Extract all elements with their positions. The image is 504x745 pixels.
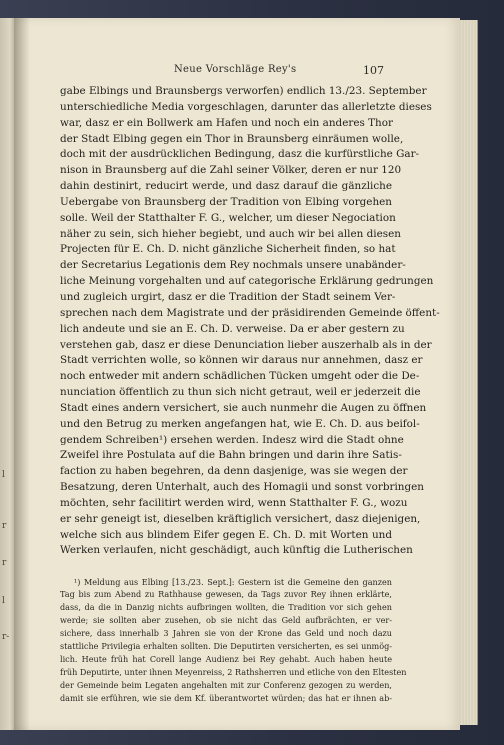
running-head-title: Neue Vorschläge Rey's <box>174 64 297 75</box>
footnote-line: dass, da die in Danzig nichts aufbringen wollten, die Tradition vor sich gehen <box>60 602 392 613</box>
text-line: der Stadt Elbing gegen ein Thor in Braunsberg einräumen wolle, <box>60 132 404 145</box>
text-line: welche sich aus blindem Eifer gegen E. Ch. D. mit Worten und <box>60 528 392 541</box>
text-line: und zugleich urgirt, dasz er die Tradition der Stadt seinem Ver- <box>60 290 396 303</box>
text-line: unterschiedliche Media vorgeschlagen, darunter das allerletzte dieses <box>60 100 432 113</box>
page-number: 107 <box>363 64 384 77</box>
previous-page-edge <box>0 18 15 730</box>
text-line: gabe Elbings und Braunsbergs verworfen) endlich 13./23. September <box>60 85 427 97</box>
text-line: war, dasz er ein Bollwerk am Hafen und noch ein anderes Thor <box>60 116 393 129</box>
footnote-line: der Gemeinde beim Legaten angehalten mit zur Conferenz gezogen zu werden, <box>60 680 392 691</box>
text-line: doch mit der ausdrücklichen Bedingung, dasz die kurfürstliche Gar- <box>60 148 420 161</box>
text-line: Zweifel ihre Postulata auf die Bahn bringen und darin ihre Satis- <box>60 449 402 462</box>
text-line: dahin destinirt, reducirt werde, und dasz darauf die gänzliche <box>60 180 392 193</box>
text-line: näher zu sein, sich hieher begiebt, und auch wir bei allen diesen <box>60 227 401 240</box>
text-line: verstehen gab, dasz er diese Denunciation lieber auszerhalb als in der <box>60 338 432 351</box>
text-line: liche Meinung vorgehalten und auf categorische Erklärung gedrungen <box>60 275 434 288</box>
footnote-line: ¹) Meldung aus Elbing [13./23. Sept.]: Gestern ist die Gemeine den ganzen <box>74 576 392 587</box>
text-line: Stadt eines andern versichert, sie auch nunmehr die Augen zu öffnen <box>60 401 427 414</box>
footnote-line: Tag bis zum Abend zu Rathhause gewesen, da Tags zuvor Rey ihnen erklärte, <box>60 589 392 600</box>
text-line: nunciation öffentlich zu thun sich nicht getraut, weil er jederzeit die <box>60 386 421 399</box>
main-text <box>60 84 440 559</box>
margin-fragment: r <box>2 521 7 531</box>
text-line: noch entweder mit andern schädlichen Tücken umgeht oder die De- <box>60 370 420 383</box>
book-page <box>14 18 460 730</box>
text-line: der Secretarius Legationis dem Rey nochmals unsere unabänder- <box>60 259 406 272</box>
footnote-line: damit sie erführen, wie sie dem Kf. überantwortet würden; das hat er ihnen ab- <box>60 693 392 704</box>
margin-fragment: l <box>2 596 5 606</box>
footnote-line: sichere, dass innerhalb 3 Jahren sie von der Krone das Geld und noch dazu <box>60 628 392 639</box>
text-line: Projecten für E. Ch. D. nicht gänzliche Sicherheit finden, so hat <box>60 243 396 256</box>
margin-fragment: r- <box>2 632 10 642</box>
text-line: möchten, sehr facilitirt werden wird, wenn Statthalter F. G., wozu <box>60 496 408 509</box>
footnote-line: werde; sie sollten aber zusehen, ob sie nicht das Geld aufbrächten, er ver- <box>60 615 392 626</box>
text-line: solle. Weil der Statthalter F. G., welcher, um dieser Negociation <box>60 211 396 224</box>
text-line: nison in Braunsberg auf die Zahl seiner Völker, deren er nur 120 <box>60 164 402 177</box>
margin-fragment: l <box>2 470 5 480</box>
text-line: lich andeute und sie an E. Ch. D. verweise. Da er aber gestern zu <box>60 322 405 335</box>
text-line: faction zu haben begehren, da denn dasjenige, was sie wegen der <box>60 465 408 478</box>
text-line: sprechen nach dem Magistrate und der präsidirenden Gemeinde öffent- <box>60 306 440 319</box>
text-line: er sehr geneigt ist, dieselben kräftiglich versichert, dasz diejenigen, <box>60 512 421 525</box>
footnote-line: früh Deputirte, unter ihnen Meyenreiss, 2 Rathsherren und etliche von den Eltesten <box>60 667 407 678</box>
margin-fragment: r <box>2 558 7 568</box>
text-line: gendem Schreiben¹) ersehen werden. Indesz wird die Stadt ohne <box>60 433 404 446</box>
footnote-line: lich. Heute früh hat Corell lange Audienz bei Rey gehabt. Auch haben heute <box>60 654 392 665</box>
footnote-line: stattliche Privilegia erhalten sollten. Die Deputirten versicherten, es sei unmög- <box>60 641 392 652</box>
text-line: Besatzung, deren Unterhalt, auch des Homagii und sonst vorbringen <box>60 481 424 494</box>
text-line: Uebergabe von Braunsberg der Tradition von Elbing vorgehen <box>60 195 392 208</box>
footnotes <box>60 576 407 706</box>
text-line: und den Betrug zu merken angefangen hat, wie E. Ch. D. aus beifol- <box>60 417 420 430</box>
text-line: Stadt verrichten wolle, so können wir daraus nur annehmen, dasz er <box>60 354 423 367</box>
spine-shadow <box>14 18 30 730</box>
text-line: Werken verlaufen, nicht geschädigt, auch künftig die Lutherischen <box>60 544 413 557</box>
